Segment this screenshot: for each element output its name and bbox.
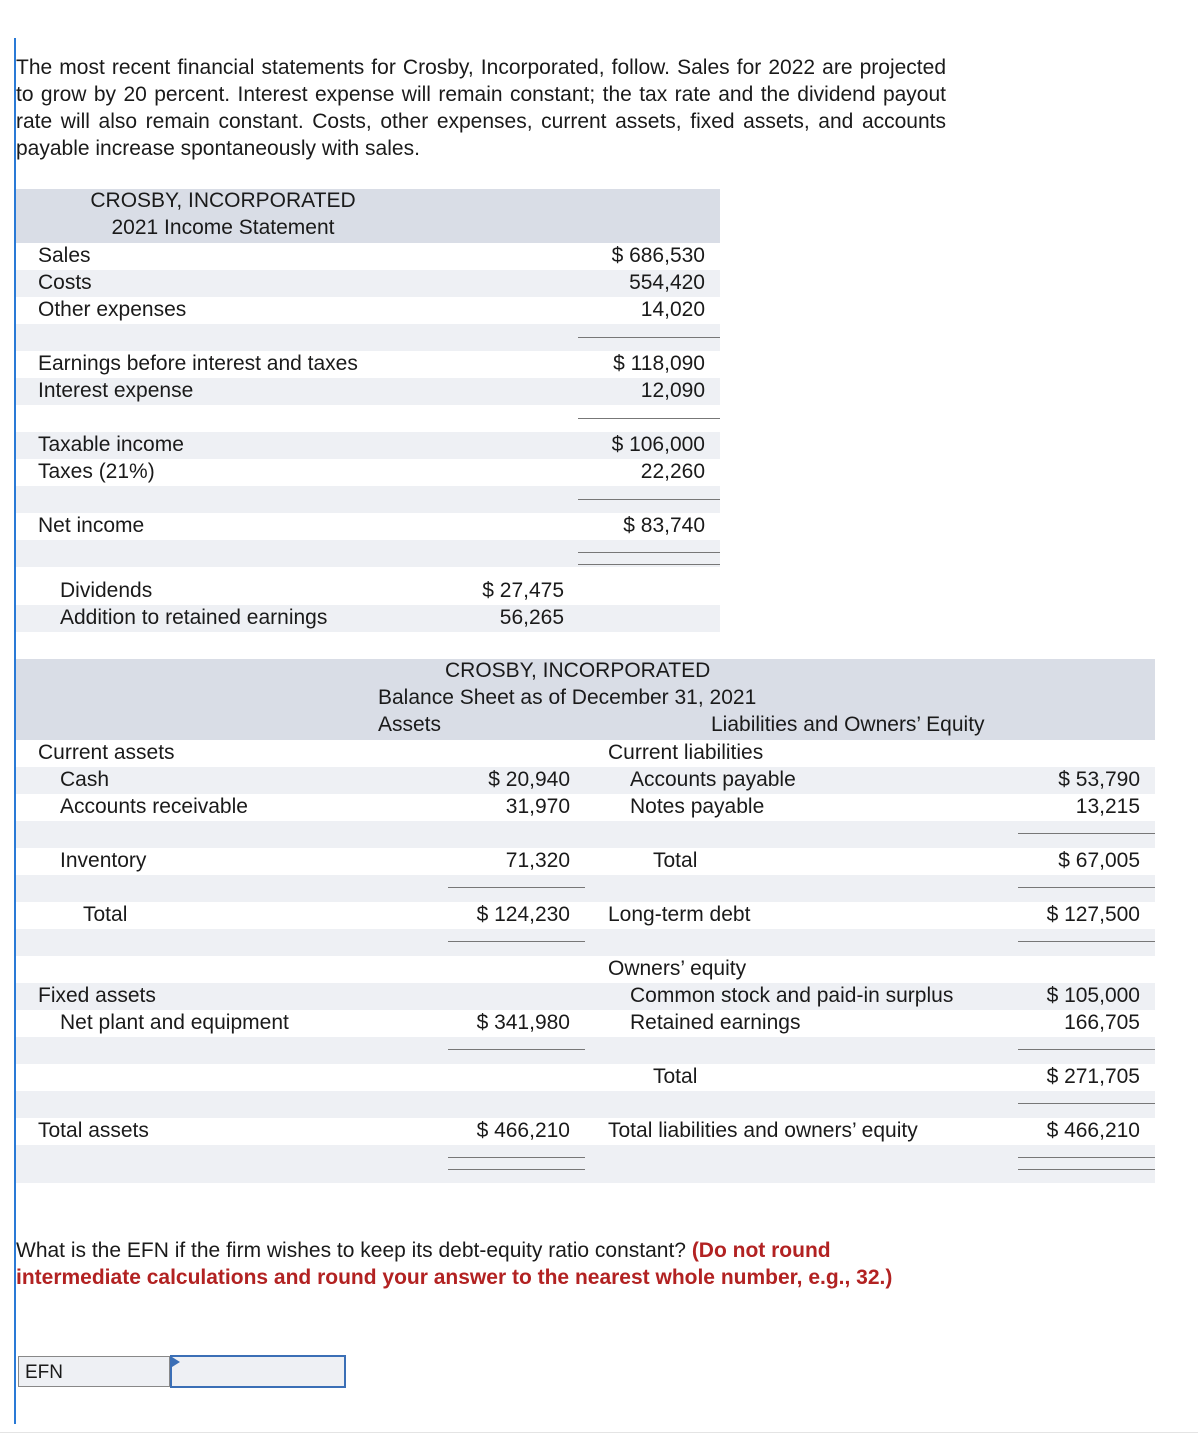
total-liabilities-equity-value: $ 466,210 <box>1046 1119 1140 1142</box>
underline <box>578 499 720 500</box>
accounts-receivable-value: 31,970 <box>505 795 570 818</box>
interest-expense-value: 12,090 <box>640 379 705 402</box>
notes-payable-label: Notes payable <box>630 795 765 818</box>
row-band <box>16 1091 1155 1118</box>
dividends-value: $ 27,475 <box>482 579 564 602</box>
retained-earnings-label: Retained earnings <box>630 1011 801 1034</box>
current-assets-total-label: Total <box>83 903 128 926</box>
underline <box>1018 887 1155 888</box>
net-income-label: Net income <box>38 514 145 537</box>
total-liabilities-equity-label: Total liabilities and owners’ equity <box>608 1119 918 1142</box>
question-prompt: What is the EFN if the firm wishes to keep its debt-equity ratio constant? <box>16 1239 686 1262</box>
double-underline <box>448 1169 585 1170</box>
row-band <box>16 983 1155 1010</box>
costs-value: 554,420 <box>629 271 705 294</box>
retained-earnings-value: 166,705 <box>1064 1011 1140 1034</box>
taxable-income-value: $ 106,000 <box>611 433 705 456</box>
assets-header: Assets <box>378 713 442 736</box>
underline <box>448 1049 585 1050</box>
underline <box>578 418 720 419</box>
fixed-assets-heading: Fixed assets <box>38 984 156 1007</box>
owners-equity-heading: Owners’ equity <box>608 957 747 980</box>
row-band <box>16 1037 1155 1064</box>
other-expenses-label: Other expenses <box>38 298 187 321</box>
taxes-label: Taxes (21%) <box>38 460 155 483</box>
current-liabilities-total-value: $ 67,005 <box>1058 849 1140 872</box>
current-liabilities-total-label: Total <box>653 849 698 872</box>
double-underline <box>578 564 720 565</box>
double-underline <box>1018 1169 1155 1170</box>
interest-expense-label: Interest expense <box>38 379 194 402</box>
liabilities-equity-header: Liabilities and Owners’ Equity <box>711 713 985 736</box>
row-band <box>16 1145 1155 1183</box>
sales-label: Sales <box>38 244 91 267</box>
current-assets-heading: Current assets <box>38 741 175 764</box>
cash-value: $ 20,940 <box>488 768 570 791</box>
accounts-payable-label: Accounts payable <box>630 768 796 791</box>
underline <box>1018 1103 1155 1104</box>
double-underline <box>448 1157 585 1158</box>
notes-payable-value: 13,215 <box>1075 795 1140 818</box>
income-company-name: CROSBY, INCORPORATED <box>90 189 356 212</box>
current-assets-total-value: $ 124,230 <box>476 903 570 926</box>
net-plant-equipment-label: Net plant and equipment <box>60 1011 289 1034</box>
underline <box>1018 941 1155 942</box>
total-assets-value: $ 466,210 <box>476 1119 570 1142</box>
row-band <box>16 540 720 567</box>
taxes-value: 22,260 <box>640 460 705 483</box>
dividends-label: Dividends <box>60 579 153 602</box>
efn-answer-input[interactable] <box>170 1355 346 1388</box>
accounts-receivable-label: Accounts receivable <box>60 795 248 818</box>
ebit-value: $ 118,090 <box>613 352 705 375</box>
cash-label: Cash <box>60 768 110 791</box>
question-instruction: (Do not round intermediate calculations and round your answer to the nearest whole number, e.g., 32.) <box>16 1239 893 1289</box>
sales-value: $ 686,530 <box>611 244 705 267</box>
answer-flag-icon <box>172 1357 180 1367</box>
costs-label: Costs <box>38 271 92 294</box>
efn-label: EFN <box>18 1356 170 1387</box>
owners-equity-total-value: $ 271,705 <box>1046 1065 1140 1088</box>
total-assets-label: Total assets <box>38 1119 149 1142</box>
balance-company-name: CROSBY, INCORPORATED <box>445 659 711 682</box>
intro-paragraph: The most recent financial statements for Crosby, Incorporated, follow. Sales for 2022 are projected to grow by 20 percent. Interest expense will remain constant; the tax rate and the dividend payout rate will also remain constant. Costs, other expenses, current assets, fixed assets, and accounts payable increase spontaneously with sales. <box>16 56 946 160</box>
row-band <box>16 767 1155 794</box>
addition-retained-earnings-label: Addition to retained earnings <box>60 606 328 629</box>
common-stock-value: $ 105,000 <box>1046 984 1140 1007</box>
inventory-value: 71,320 <box>505 849 570 872</box>
inventory-label: Inventory <box>60 849 147 872</box>
net-income-value: $ 83,740 <box>623 514 705 537</box>
owners-equity-total-label: Total <box>653 1065 698 1088</box>
underline <box>1018 833 1155 834</box>
addition-retained-earnings-value: 56,265 <box>499 606 564 629</box>
accounts-payable-value: $ 53,790 <box>1058 768 1140 791</box>
row-band <box>16 875 1155 902</box>
row-band <box>16 821 1155 848</box>
underline <box>448 941 585 942</box>
long-term-debt-label: Long-term debt <box>608 903 751 926</box>
net-plant-equipment-value: $ 341,980 <box>476 1011 570 1034</box>
current-liabilities-heading: Current liabilities <box>608 741 764 764</box>
double-underline <box>578 552 720 553</box>
double-underline <box>1018 1157 1155 1158</box>
row-band <box>16 929 1155 956</box>
common-stock-label: Common stock and paid-in surplus <box>630 984 954 1007</box>
ebit-label: Earnings before interest and taxes <box>38 352 358 375</box>
underline <box>1018 1049 1155 1050</box>
taxable-income-label: Taxable income <box>38 433 184 456</box>
long-term-debt-value: $ 127,500 <box>1046 903 1140 926</box>
balance-sheet-title: Balance Sheet as of December 31, 2021 <box>378 686 757 709</box>
other-expenses-value: 14,020 <box>640 298 705 321</box>
divider <box>0 1432 1198 1433</box>
income-statement-title: 2021 Income Statement <box>111 216 335 239</box>
question-text <box>16 1237 946 1291</box>
underline <box>448 887 585 888</box>
underline <box>578 337 720 338</box>
